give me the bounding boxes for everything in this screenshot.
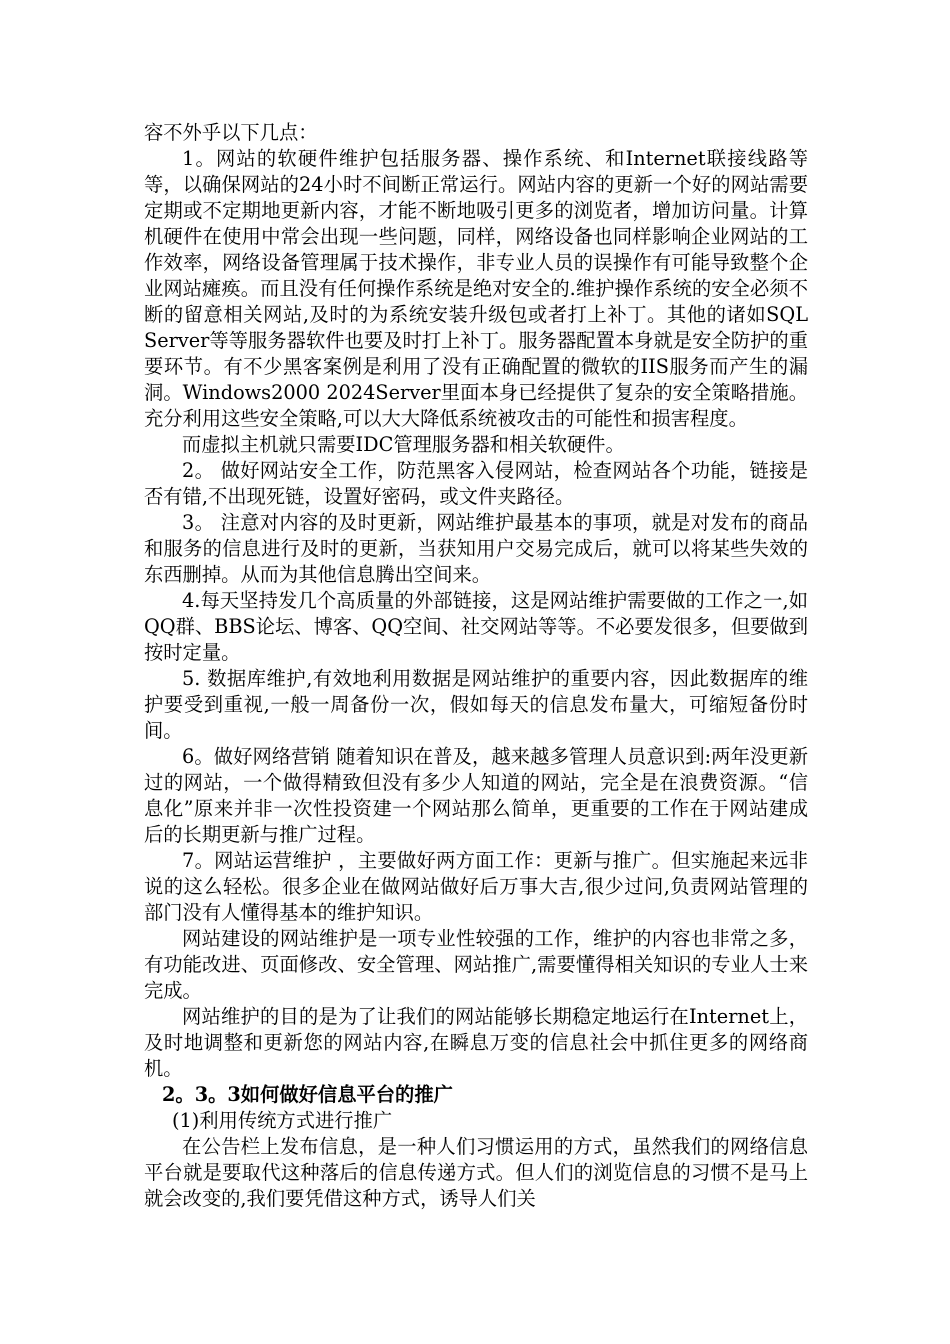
paragraph-item-7: 7。网站运营维护 ，主要做好两方面工作：更新与推广。但实施起来远非说的这么轻松。很多企业在做网站做好后万事大吉,很少过问,负责网站管理的部门没有人懂得基本的维护知识。 [144,849,808,924]
document-body [144,120,808,1212]
paragraph-bulletin-board: 在公告栏上发布信息，是一种人们习惯运用的方式，虽然我们的网络信息平台就是要取代这种落后的信息传递方式。但人们的浏览信息的习惯不是马上就会改变的,我们要凭借这种方式，诱导人们关 [144,1135,808,1210]
paragraph-maintenance-purpose: 网站维护的目的是为了让我们的网站能够长期稳定地运行在Internet上，及时地调整和更新您的网站内容,在瞬息万变的信息社会中抓住更多的网络商机。 [144,1005,808,1080]
paragraph-item-4: 4.每天坚持发几个高质量的外部链接，这是网站维护需要做的工作之一,如QQ群、BBS论坛、博客、QQ空间、社交网站等等。不必要发很多，但要做到按时定量。 [144,589,808,664]
paragraph-intro-continuation: 容不外乎以下几点： [144,121,318,144]
subsection-heading: (1)利用传统方式进行推广 [172,1109,393,1132]
paragraph-item-2: 2。 做好网站安全工作，防范黑客入侵网站，检查网站各个功能，链接是否有错,不出现死链，设置好密码，或文件夹路径。 [144,459,808,508]
paragraph-virtual-host: 而虚拟主机就只需要IDC管理服务器和相关软硬件。 [182,433,625,456]
paragraph-item-5: 5. 数据库维护,有效地利用数据是网站维护的重要内容，因此数据库的维护要受到重视,一般一周备份一次，假如每天的信息发布量大，可缩短备份时间。 [144,667,808,742]
paragraph-item-6: 6。做好网络营销 随着知识在普及，越来越多管理人员意识到:两年没更新过的网站，一个做得精致但没有多少人知道的网站，完全是在浪费资源。“信息化”原来并非一次性投资建一个网站那么简单，更重要的工作在于网站建成后的长期更新与推广过程。 [144,745,808,846]
paragraph-item-1: 1。网站的软硬件维护包括服务器、操作系统、和Internet联接线路等等，以确保网站的24小时不间断正常运行。网站内容的更新一个好的网站需要定期或不定期地更新内容，才能不断地吸引更多的浏览者，增加访问量。计算机硬件在使用中常会出现一些问题，同样，网络设备也同样影响企业网站的工作效率，网络设备管理属于技术操作，非专业人员的误操作有可能导致整个企业网站瘫痪。而且没有任何操作系统是绝对安全的.维护操作系统的安全必须不断的留意相关网站,及时的为系统安装升级包或者打上补丁。其他的诸如SQL Server等等服务器软件也要及时打上补丁。服务器配置本身就是安全防护的重要环节。有不少黑客案例是利用了没有正确配置的微软的IIS服务而产生的漏洞。Windows2000 2024Server里面本身已经提供了复杂的安全策略措施。充分利用这些安全策略,可以大大降低系统被攻击的可能性和损害程度。 [144,147,808,430]
paragraph-maintenance-summary: 网站建设的网站维护是一项专业性较强的工作，维护的内容也非常之多，有功能改进、页面修改、安全管理、网站推广,需要懂得相关知识的专业人士来完成。 [144,927,808,1002]
section-heading: 2。3。3如何做好信息平台的推广 [162,1083,453,1106]
paragraph-item-3: 3。 注意对内容的及时更新，网站维护最基本的事项，就是对发布的商品和服务的信息进行及时的更新，当获知用户交易完成后，就可以将某些失效的东西删掉。从而为其他信息腾出空间来。 [144,511,808,586]
